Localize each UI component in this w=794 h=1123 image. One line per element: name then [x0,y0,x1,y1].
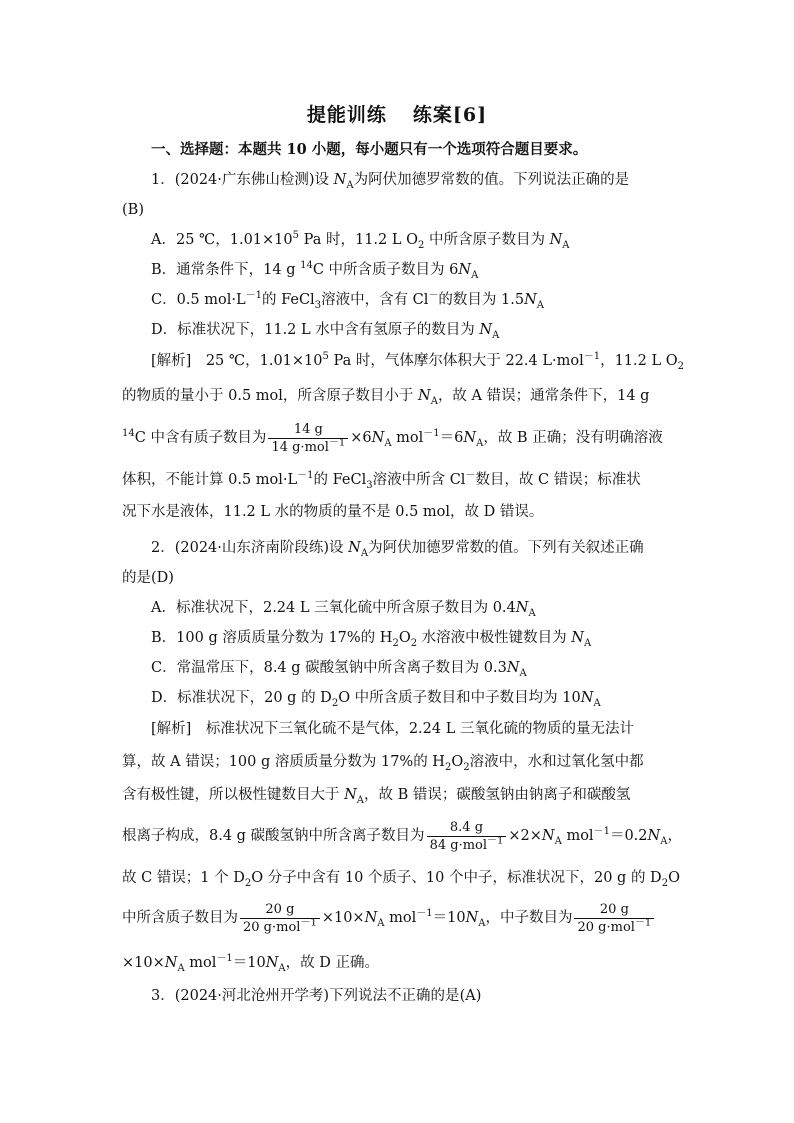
analysis-label: [解析] [151,353,192,369]
q1-analysis-line3: $^{14}$C 中含有质子数目为 $\frac{14 g}{14 g\cdot mol^{-1}}$ $\times 6N_A$ $mol^{-1}=6N_A$，故 B 正确；没有明确溶液 [122,421,663,455]
q1-analysis-line5: 况下水是液体，11.2 L 水的物质的量不是 0.5 mol，故 D 错误。 [122,504,544,520]
q2-option-d: D．标准状况下，20 g 的 $D_2O$ 中所含质子数目和中子数目均为 $10N_A$ [151,690,601,709]
fraction: $\frac{8.4 g}{84 g\cdot mol^{-1}}$ [427,819,507,854]
q2-stem: 2．(2024·山东济南阶段练)设 $N_A$为阿伏加德罗常数的值。下列有关叙述正确 [151,540,644,559]
q1-stem: 1．(2024·广东佛山检测)设 $N_A$为阿伏加德罗常数的值。下列说法正确的是 [151,172,630,191]
page-title [0,100,794,127]
q3-stem: 3．(2024·河北沧州开学考)下列说法不正确的是(A) [151,988,482,1004]
fraction: $\frac{20 g}{20 g\cdot mol^{-1}}$ [240,901,320,936]
q2-analysis-line5: 故 C 错误；1 个 $D_2O$ 分子中含有 10 个质子、10 个中子，标准状况下，20 g 的 $D_2O$ [122,870,680,889]
q2-analysis-line1: [解析] 标准状况下三氧化硫不是气体，2.24 L 三氧化硫的物质的量无法计 [151,721,634,737]
q2-analysis-line4: 根离子构成，8.4 g 碳酸氢钠中所含离子数目为 $\frac{8.4 g}{84 g\cdot mol^{-1}}$ $\times 2\times N_A$ $mol^{-1}=0.2N_A$， [122,819,682,853]
q2-analysis-line7: $\times 10\times N_A$ $mol^{-1}=10N_A$，故 D 正确。 [122,953,379,974]
analysis-label: [解析] [151,721,192,737]
fraction: $\frac{14 g}{14 g\cdot mol^{-1}}$ [268,421,348,456]
q1-analysis-line4: 体积，不能计算 0.5 $mol\cdot L^{-1}$的 FeCl$_3$溶液中所含 Cl－数目，故 C 错误；标准状 [122,470,641,491]
q1-option-d: D．标准状况下，11.2 L 水中含有氢原子的数目为 $N_A$ [151,322,500,341]
q1-option-a: A．25 ℃，$1.01\times 10^5$ Pa 时，11.2 L $O_2$ 中所含原子数目为 $N_A$ [151,230,570,251]
q1-option-b: B．通常条件下，14 g $^{14}$C 中所含质子数目为 $6N_A$ [151,260,479,281]
title-right: 练案[6] [412,104,488,126]
q1-answer: (B) [122,202,144,218]
q1-analysis-line2: 的物质的量小于 0.5 mol，所含原子数目小于 $N_A$，故 A 错误；通常条件下，14 g [122,388,650,407]
q2-analysis-line2: 算，故 A 错误；100 g 溶质质量分数为 17%的 $H_2O_2$溶液中，水和过氧化氢中都 [122,754,644,773]
q1-option-c: C．0.5 $mol\cdot L^{-1}$的 FeCl$_3$溶液中，含有 Cl－的数目为 $1.5N_A$ [151,290,545,311]
section-heading: 一、选择题：本题共 10 小题，每小题只有一个选项符合题目要求。 [151,141,588,158]
q2-option-b: B．100 g 溶质质量分数为 17%的 $H_2O_2$ 水溶液中极性键数目为 $N_A$ [151,630,592,649]
q1-analysis-line1: [解析] 25 ℃，$1.01\times 10^5$ Pa 时，气体摩尔体积大于 22.4 L·mol$^{-1}$，11.2 L $O_2$ [151,351,684,372]
fraction: $\frac{20 g}{20 g\cdot mol^{-1}}$ [574,901,654,936]
q2-analysis-line3: 含有极性键，所以极性键数目大于 $N_A$，故 B 错误；碳酸氢钠由钠离子和碳酸氢 [122,787,631,806]
title-left: 提能训练 [306,104,387,126]
q2-stem-cont: 的是(D) [122,570,174,586]
q2-option-c: C．常温常压下，8.4 g 碳酸氢钠中所含离子数目为 $0.3N_A$ [151,660,527,679]
q2-analysis-line6: 中所含质子数目为 $\frac{20 g}{20 g\cdot mol^{-1}}$ $\times 10\times N_A$ $mol^{-1}=10N_A$，中子数目为 $\frac{20 g}{20 g\cdot mol^{-1}}$ [122,900,682,936]
q2-option-a: A．标准状况下，2.24 L 三氧化硫中所含原子数目为 $0.4N_A$ [151,600,536,619]
